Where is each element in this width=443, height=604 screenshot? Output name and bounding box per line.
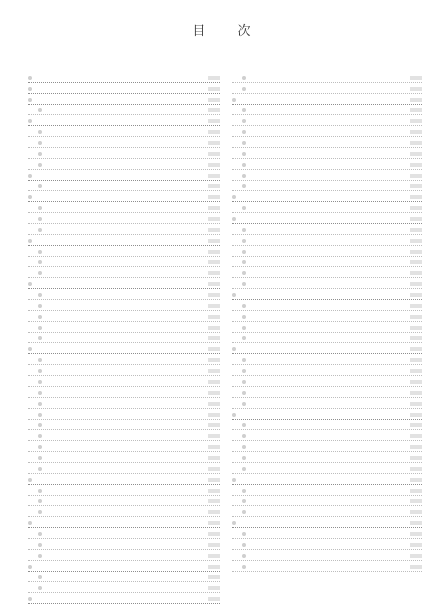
toc-line-marker [242,369,246,373]
toc-entry-line [232,528,422,539]
toc-line-marker [242,304,246,308]
toc-line-marker [38,336,42,340]
toc-page-number-slot [208,510,220,514]
toc-line-marker [38,358,42,362]
toc-page-number-slot [410,206,422,210]
toc-page-number-slot [410,130,422,134]
toc-page-number-slot [208,152,220,156]
toc-line-marker [242,445,246,449]
toc-page-number-slot [410,358,422,362]
toc-page-number-slot [208,260,220,264]
toc-line-marker [232,293,236,297]
toc-page-number-slot [410,402,422,406]
toc-page-number-slot [208,423,220,427]
toc-line-marker [242,423,246,427]
toc-line-marker [28,76,32,80]
toc-entry-line [28,463,220,474]
toc-page-number-slot [208,489,220,493]
toc-section-line [28,94,220,105]
toc-line-marker [242,326,246,330]
toc-page-number-slot [208,532,220,536]
toc-page-number-slot [410,228,422,232]
toc-entry-line [232,496,422,507]
toc-entry-line [28,485,220,496]
toc-page-number-slot [208,380,220,384]
toc-line-marker [28,98,32,102]
toc-entry-line [28,181,220,192]
toc-page-number-slot [410,260,422,264]
toc-line-marker [38,489,42,493]
toc-page-number-slot [208,597,220,601]
toc-entry-line [28,365,220,376]
toc-page-number-slot [410,434,422,438]
toc-section-line [28,72,220,83]
toc-page-number-slot [208,434,220,438]
toc-section-line [28,474,220,485]
toc-section-line [232,191,422,202]
toc-line-marker [38,380,42,384]
toc-line-marker [28,521,32,525]
toc-line-marker [38,510,42,514]
toc-page-number-slot [410,141,422,145]
toc-entry-line [232,105,422,116]
toc-section-line [232,289,422,300]
toc-line-marker [242,184,246,188]
toc-line-marker [38,260,42,264]
toc-page-number-slot [410,119,422,123]
toc-line-marker [242,391,246,395]
toc-page-number-slot [410,304,422,308]
toc-entry-line [232,506,422,517]
toc-page-number-slot [410,565,422,569]
toc-entry-line [232,257,422,268]
toc-line-marker [232,217,236,221]
toc-line-marker [232,98,236,102]
toc-section-line [28,235,220,246]
toc-entry-line [232,235,422,246]
toc-line-marker [38,108,42,112]
toc-entry-line [28,126,220,137]
toc-page-number-slot [208,499,220,503]
toc-line-marker [28,119,32,123]
toc-line-marker [242,336,246,340]
toc-line-marker [232,347,236,351]
toc-entry-line [28,267,220,278]
toc-line-marker [242,565,246,569]
toc-line-marker [28,282,32,286]
toc-line-marker [38,369,42,373]
toc-line-marker [38,293,42,297]
toc-entry-line [28,213,220,224]
toc-page-number-slot [208,565,220,569]
toc-line-marker [28,195,32,199]
toc-entry-line [28,539,220,550]
toc-entry-line [28,430,220,441]
toc-entry-line [232,430,422,441]
toc-line-marker [38,326,42,330]
toc-section-line [232,343,422,354]
toc-page-number-slot [208,543,220,547]
toc-line-marker [242,467,246,471]
toc-section-line [28,593,220,604]
toc-page-number-slot [208,336,220,340]
toc-page-number-slot [410,467,422,471]
toc-page-number-slot [208,358,220,362]
toc-entry-line [232,300,422,311]
toc-line-marker [242,434,246,438]
toc-column-right [232,72,422,572]
toc-entry-line [28,300,220,311]
toc-line-marker [242,174,246,178]
toc-page-number-slot [410,217,422,221]
toc-page-number-slot [410,445,422,449]
toc-entry-line [232,181,422,192]
toc-entry-line [232,115,422,126]
toc-column-left [28,72,220,604]
toc-line-marker [38,532,42,536]
toc-entry-line [232,246,422,257]
toc-page-number-slot [208,413,220,417]
toc-line-marker [242,228,246,232]
toc-page-number-slot [410,489,422,493]
toc-page-number-slot [208,456,220,460]
toc-line-marker [28,565,32,569]
toc-page-number-slot [410,413,422,417]
toc-entry-line [232,463,422,474]
toc-line-marker [242,489,246,493]
toc-section-line [232,474,422,485]
toc-entry-line [28,506,220,517]
toc-page-number-slot [410,239,422,243]
toc-entry-line [232,322,422,333]
toc-page-number-slot [410,87,422,91]
toc-page-number-slot [208,478,220,482]
toc-line-marker [38,391,42,395]
toc-line-marker [242,402,246,406]
toc-line-marker [38,228,42,232]
toc-line-marker [232,413,236,417]
toc-page-number-slot [410,456,422,460]
toc-page-number-slot [410,510,422,514]
toc-page-number-slot [410,532,422,536]
toc-entry-line [232,126,422,137]
toc-section-line [28,115,220,126]
toc-page-number-slot [208,445,220,449]
toc-line-marker [232,478,236,482]
toc-entry-line [232,539,422,550]
toc-line-marker [38,163,42,167]
toc-page-number-slot [410,315,422,319]
toc-section-line [28,517,220,528]
toc-entry-line [232,420,422,431]
toc-page-number-slot [410,521,422,525]
toc-line-marker [242,141,246,145]
toc-page-number-slot [410,174,422,178]
toc-line-marker [242,282,246,286]
toc-line-marker [242,543,246,547]
toc-line-marker [242,380,246,384]
toc-page-number-slot [208,130,220,134]
toc-page-number-slot [208,554,220,558]
toc-page-number-slot [410,293,422,297]
toc-section-line [28,561,220,572]
toc-page-number-slot [410,336,422,340]
toc-line-marker [38,141,42,145]
toc-line-marker [242,108,246,112]
toc-line-marker [38,315,42,319]
toc-entry-line [28,289,220,300]
toc-line-marker [242,499,246,503]
toc-line-marker [242,456,246,460]
toc-page-number-slot [208,586,220,590]
toc-line-marker [38,586,42,590]
toc-page-number-slot [208,141,220,145]
toc-line-marker [242,119,246,123]
toc-entry-line [28,550,220,561]
toc-line-marker [242,315,246,319]
toc-line-marker [242,532,246,536]
toc-entry-line [28,257,220,268]
toc-line-marker [38,184,42,188]
toc-entry-line [232,333,422,344]
toc-page-number-slot [208,239,220,243]
toc-entry-line [232,148,422,159]
toc-entry-line [28,572,220,583]
toc-line-marker [38,271,42,275]
toc-page-number-slot [208,315,220,319]
toc-entry-line [232,485,422,496]
toc-entry-line [28,441,220,452]
toc-page-number-slot [208,402,220,406]
toc-section-line [232,94,422,105]
toc-page-number-slot [208,108,220,112]
toc-line-marker [38,304,42,308]
toc-page-number-slot [208,217,220,221]
toc-entry-line [28,159,220,170]
toc-line-marker [38,543,42,547]
toc-line-marker [242,271,246,275]
toc-section-line [28,170,220,181]
toc-line-marker [242,358,246,362]
toc-page-number-slot [410,152,422,156]
toc-entry-line [28,387,220,398]
toc-entry-line [232,311,422,322]
toc-page-number-slot [208,575,220,579]
toc-page-number-slot [410,282,422,286]
toc-entry-line [28,528,220,539]
toc-page-number-slot [208,304,220,308]
toc-entry-line [232,159,422,170]
toc-entry-line [28,376,220,387]
toc-page-number-slot [410,250,422,254]
toc-page-number-slot [208,282,220,286]
toc-entry-line [28,420,220,431]
toc-line-marker [38,402,42,406]
toc-line-marker [38,575,42,579]
toc-page-number-slot [410,163,422,167]
toc-entry-line [28,105,220,116]
toc-entry-line [28,409,220,420]
toc-page-number-slot [208,369,220,373]
toc-entry-line [232,376,422,387]
toc-entry-line [232,550,422,561]
toc-section-line [28,343,220,354]
toc-page-number-slot [410,76,422,80]
toc-entry-line [232,170,422,181]
toc-entry-line [232,267,422,278]
toc-line-marker [242,554,246,558]
toc-entry-line [232,354,422,365]
toc-entry-line [232,387,422,398]
toc-entry-line [232,398,422,409]
toc-entry-line [28,311,220,322]
toc-entry-line [28,224,220,235]
toc-section-line [232,517,422,528]
toc-entry-line [28,202,220,213]
toc-line-marker [28,347,32,351]
toc-page-number-slot [410,554,422,558]
toc-section-line [232,409,422,420]
toc-line-marker [242,152,246,156]
toc-line-marker [38,413,42,417]
toc-line-marker [28,597,32,601]
toc-page-number-slot [208,163,220,167]
toc-page-number-slot [208,184,220,188]
toc-section-line [28,278,220,289]
toc-entry-line [28,582,220,593]
toc-page-number-slot [208,271,220,275]
toc-page-number-slot [208,174,220,178]
toc-page-number-slot [208,391,220,395]
toc-line-marker [242,130,246,134]
toc-line-marker [28,87,32,91]
toc-line-marker [242,163,246,167]
toc-page-number-slot [208,119,220,123]
toc-page-number-slot [208,326,220,330]
toc-page-number-slot [208,521,220,525]
toc-page-number-slot [410,195,422,199]
toc-page-number-slot [208,250,220,254]
toc-entry-line [232,83,422,94]
toc-page-number-slot [208,195,220,199]
toc-line-marker [38,250,42,254]
toc-line-marker [242,250,246,254]
toc-page-number-slot [208,87,220,91]
toc-section-line [28,191,220,202]
toc-entry-line [28,322,220,333]
toc-page-number-slot [208,228,220,232]
toc-section-line [28,83,220,94]
toc-line-marker [242,239,246,243]
toc-entry-line [28,452,220,463]
toc-entry-line [28,496,220,507]
toc-line-marker [38,467,42,471]
toc-line-marker [38,456,42,460]
toc-line-marker [38,499,42,503]
toc-line-marker [28,239,32,243]
toc-page-number-slot [410,271,422,275]
toc-line-marker [38,434,42,438]
toc-entry-line [28,137,220,148]
toc-page-number-slot [410,347,422,351]
toc-entry-line [28,246,220,257]
toc-line-marker [38,423,42,427]
toc-page-number-slot [410,108,422,112]
toc-page-number-slot [410,380,422,384]
toc-line-marker [28,174,32,178]
toc-entry-line [232,202,422,213]
toc-line-marker [242,76,246,80]
toc-page-number-slot [410,184,422,188]
toc-line-marker [232,195,236,199]
toc-page-number-slot [410,478,422,482]
toc-line-marker [38,445,42,449]
toc-line-marker [232,521,236,525]
toc-page-number-slot [208,293,220,297]
toc-line-marker [242,87,246,91]
toc-line-marker [242,206,246,210]
toc-line-marker [38,152,42,156]
toc-page-number-slot [410,326,422,330]
toc-entry-line [28,354,220,365]
toc-entry-line [28,333,220,344]
toc-entry-line [232,224,422,235]
toc-entry-line [232,365,422,376]
toc-page-number-slot [208,98,220,102]
toc-section-line [232,213,422,224]
toc-line-marker [28,478,32,482]
toc-entry-line [232,441,422,452]
toc-entry-line [232,72,422,83]
toc-page-number-slot [208,76,220,80]
page-title: 目 次 [192,24,265,39]
toc-line-marker [38,554,42,558]
toc-page-number-slot [410,98,422,102]
toc-page-number-slot [410,391,422,395]
toc-line-marker [242,510,246,514]
toc-entry-line [232,452,422,463]
toc-page-number-slot [208,206,220,210]
toc-page-number-slot [410,423,422,427]
toc-page-number-slot [410,369,422,373]
toc-entry-line [28,398,220,409]
toc-entry-line [232,137,422,148]
toc-line-marker [38,130,42,134]
toc-page-number-slot [208,467,220,471]
toc-line-marker [38,206,42,210]
toc-entry-line [232,561,422,572]
toc-entry-line [28,148,220,159]
toc-page-number-slot [208,347,220,351]
toc-page-number-slot [410,543,422,547]
toc-page-number-slot [410,499,422,503]
toc-line-marker [242,260,246,264]
toc-line-marker [38,217,42,221]
toc-entry-line [232,278,422,289]
